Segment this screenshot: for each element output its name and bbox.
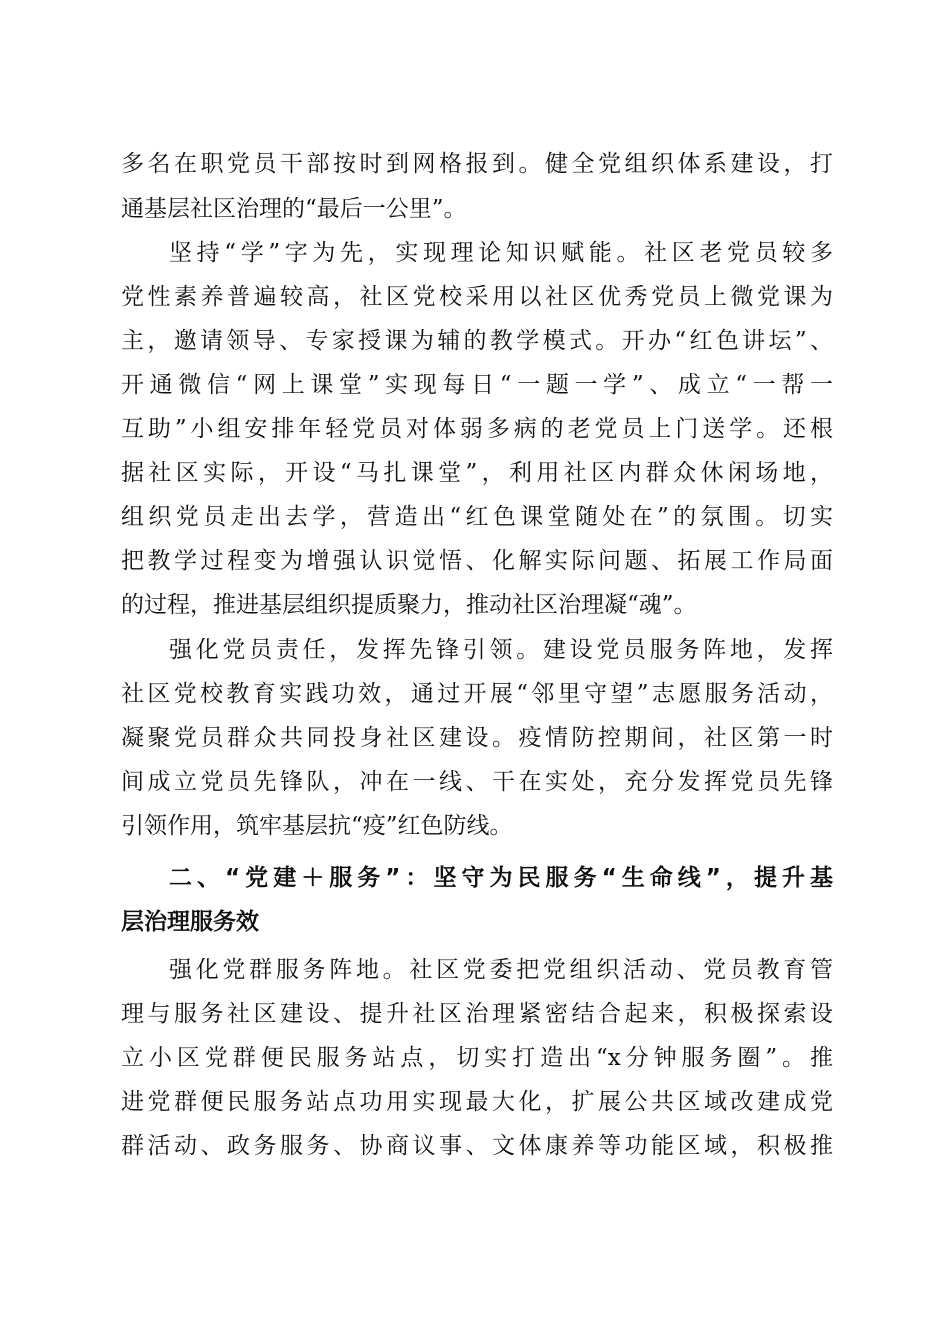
text-line: 把教学过程变为增强认识觉悟、化解实际问题、拓展工作局面 [121, 548, 833, 574]
paragraph-first-line: 强化党群服务阵地。社区党委把党组织活动、党员教育管 [169, 957, 833, 983]
text-line: 进党群便民服务站点功用实现最大化，扩展公共区域改建成党 [121, 1089, 833, 1115]
text-line: 间成立党员先锋队，冲在一线、干在实处，充分发挥党员先锋 [121, 769, 833, 795]
text-line: 主，邀请领导、专家授课为辅的教学模式。开办“红色讲坛”、 [121, 328, 833, 354]
text-line: 立小区党群便民服务站点，切实打造出“x分钟服务圈”。推 [121, 1045, 833, 1071]
paragraph-first-line: 强化党员责任，发挥先锋引领。建设党员服务阵地，发挥 [169, 637, 833, 663]
text-line: 社区党校教育实践功效，通过开展“邻里守望”志愿服务活动， [121, 681, 833, 707]
text-line: 组织党员走出去学，营造出“红色课堂随处在”的氛围。切实 [121, 504, 833, 530]
text-line: 群活动、政务服务、协商议事、文体康养等功能区域，积极推 [121, 1133, 833, 1159]
text-line: 开通微信“网上课堂”实现每日“一题一学”、成立“一帮一 [121, 372, 833, 398]
text-line: 通基层社区治理的“最后一公里”。 [121, 196, 467, 222]
text-line: 据社区实际，开设“马扎课堂”，利用社区内群众休闲场地， [121, 460, 833, 486]
text-line: 的过程，推进基层组织提质聚力，推动社区治理凝“魂”。 [121, 592, 697, 618]
section-heading-continued: 层治理服务效 [121, 909, 259, 935]
text-line: 凝聚党员群众共同投身社区建设。疫情防控期间，社区第一时 [121, 725, 833, 751]
text-line: 理与服务社区建设、提升社区治理紧密结合起来，积极探索设 [121, 1001, 833, 1027]
text-line: 多名在职党员干部按时到网格报到。健全党组织体系建设，打 [121, 151, 833, 177]
text-line: 党性素养普遍较高，社区党校采用以社区优秀党员上微党课为 [121, 284, 833, 310]
section-heading: 二、“党建＋服务”：坚守为民服务“生命线”，提升基 [169, 865, 833, 891]
paragraph-first-line: 坚持“学”字为先，实现理论知识赋能。社区老党员较多 [169, 240, 833, 266]
text-line: 互助”小组安排年轻党员对体弱多病的老党员上门送学。还根 [121, 416, 833, 442]
text-line: 引领作用，筑牢基层抗“疫”红色防线。 [121, 813, 513, 839]
